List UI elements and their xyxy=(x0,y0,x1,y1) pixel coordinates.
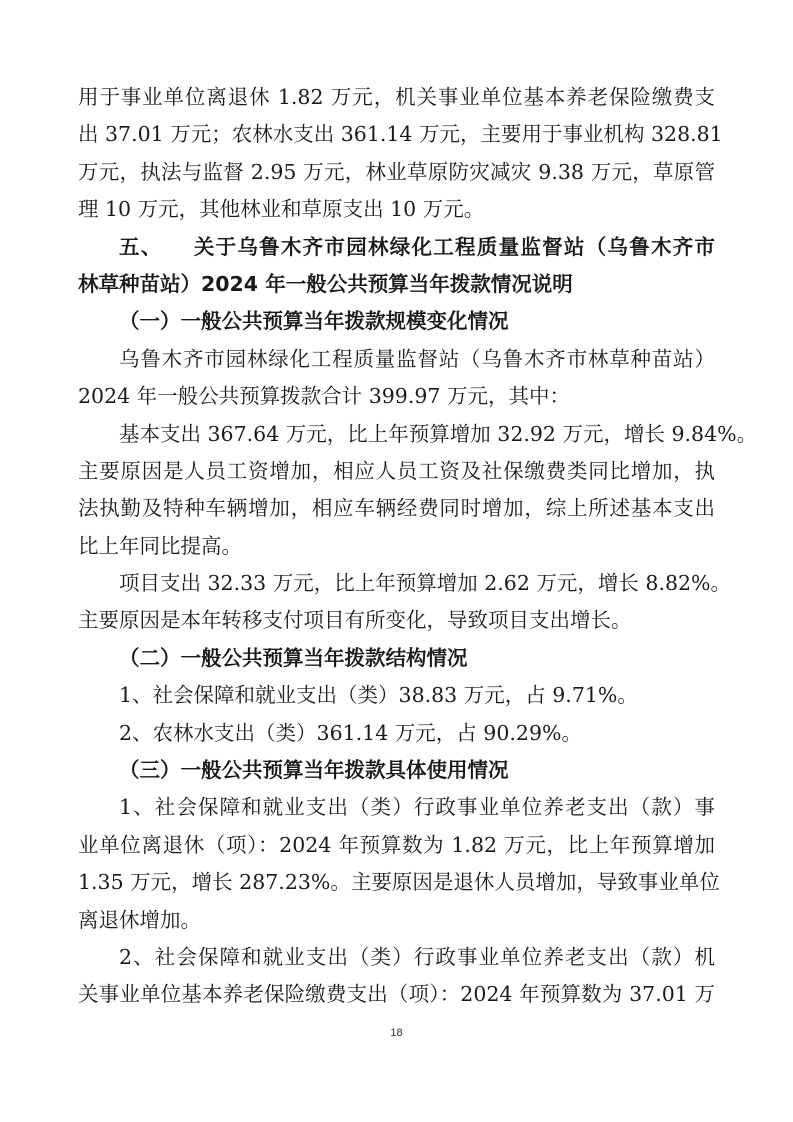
body-text-line: 关事业单位基本养老保险缴费支出（项）：2024 年预算数为 37.01 万 xyxy=(78,982,715,1007)
subsection-heading: （一）一般公共预算当年拨款规模变化情况 xyxy=(119,309,509,334)
body-text-line: 离退休增加。 xyxy=(78,907,201,932)
document-page xyxy=(78,82,758,1017)
subsection-heading: （二）一般公共预算当年拨款结构情况 xyxy=(119,645,468,670)
body-text-line: 1、社会保障和就业支出（类）行政事业单位养老支出（款）事 xyxy=(119,795,715,820)
body-text-line: 理 10 万元，其他林业和草原支出 10 万元。 xyxy=(78,197,485,222)
list-item: 1、社会保障和就业支出（类）38.83 万元，占 9.71%。 xyxy=(119,683,638,708)
body-text-line: 项目支出 32.33 万元，比上年预算增加 2.62 万元，增长 8.82%。 xyxy=(119,571,732,596)
section-heading-continued: 林草种苗站）2024 年一般公共预算当年拨款情况说明 xyxy=(78,271,573,296)
list-item: 2、农林水支出（类）361.14 万元，占 90.29%。 xyxy=(119,720,582,745)
section-number: 五、 xyxy=(119,234,163,259)
section-title-part1: 关于乌鲁木齐市园林绿化工程质量监督站（乌鲁木齐市 xyxy=(192,234,716,259)
body-text-line: 1.35 万元，增长 287.23%。主要原因是退休人员增加，导致事业单位 xyxy=(78,870,720,895)
body-text-line: 2、社会保障和就业支出（类）行政事业单位养老支出（款）机 xyxy=(119,944,715,969)
body-text-line: 基本支出 367.64 万元，比上年预算增加 32.92 万元，增长 9.84%。 xyxy=(119,421,758,446)
body-text-line: 法执勤及特种车辆增加，相应车辆经费同时增加，综上所述基本支出 xyxy=(78,496,715,521)
body-text-line: 比上年同比提高。 xyxy=(78,533,242,558)
body-text-line: 主要原因是本年转移支付项目有所变化，导致项目支出增长。 xyxy=(78,608,632,633)
body-text-line: 主要原因是人员工资增加，相应人员工资及社保缴费类同比增加，执 xyxy=(78,458,715,483)
body-text-line: 业单位离退休（项）：2024 年预算数为 1.82 万元，比上年预算增加 xyxy=(78,832,715,857)
body-text-line: 2024 年一般公共预算拨款合计 399.97 万元，其中： xyxy=(78,384,570,409)
body-text-line: 乌鲁木齐市园林绿化工程质量监督站（乌鲁木齐市林草种苗站） xyxy=(119,346,715,371)
body-text-line: 出 37.01 万元；农林水支出 361.14 万元，主要用于事业机构 328.81 xyxy=(78,122,723,147)
section-heading xyxy=(78,232,715,269)
subsection-heading: （三）一般公共预算当年拨款具体使用情况 xyxy=(119,758,509,783)
body-text-line: 用于事业单位离退休 1.82 万元，机关事业单位基本养老保险缴费支 xyxy=(78,85,715,109)
page-number: 18 xyxy=(390,1027,403,1039)
body-text-line: 万元，执法与监督 2.95 万元，林业草原防灾减灾 9.38 万元，草原管 xyxy=(78,159,715,184)
